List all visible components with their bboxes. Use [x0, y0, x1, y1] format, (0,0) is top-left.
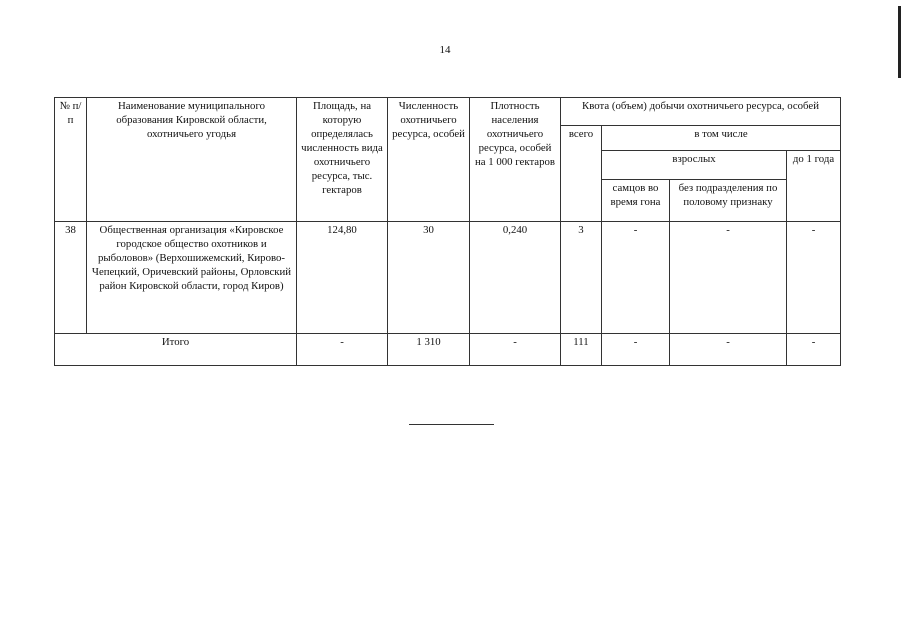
scan-edge-line: [898, 6, 901, 78]
header-quota: Квота (объем) добычи охотничьего ресурса, особей: [561, 98, 841, 126]
header-adults: взрослых: [602, 151, 787, 180]
header-males-rut: самцов во время гона: [602, 180, 670, 222]
totals-label: Итого: [55, 334, 297, 366]
totals-row: [55, 334, 841, 366]
totals-density: -: [470, 334, 561, 366]
header-count: Численность охотничьего ресурса, особей: [388, 98, 470, 222]
totals-area: -: [297, 334, 388, 366]
header-name: Наименование муниципального образования Кировской области, охотничьего угодья: [87, 98, 297, 222]
totals-under-one: -: [787, 334, 841, 366]
page-number: 14: [439, 44, 451, 56]
totals-males-rut: -: [602, 334, 670, 366]
quota-table: [54, 97, 841, 366]
header-including: в том числе: [602, 126, 841, 151]
header-total: всего: [561, 126, 602, 222]
header-area: Площадь, на которую определялась численность вида охотничьего ресурса, тыс. гектаров: [297, 98, 388, 222]
cell-total: 3: [561, 222, 602, 334]
cell-num: 38: [55, 222, 87, 334]
cell-count: 30: [388, 222, 470, 334]
header-num: № п/п: [55, 98, 87, 222]
totals-no-sex-split: -: [670, 334, 787, 366]
cell-name: Общественная организация «Кировское городское общество охотников и рыболовов» (Верхошижемский, Кирово-Чепецкий, Оричевский районы, Орловский район Кировской области, город Киров): [87, 222, 297, 334]
cell-area: 124,80: [297, 222, 388, 334]
header-density: Плотность населения охотничьего ресурса, особей на 1 000 гектаров: [470, 98, 561, 222]
header-under-one: до 1 года: [787, 151, 841, 222]
totals-total: 111: [561, 334, 602, 366]
cell-males-rut: -: [602, 222, 670, 334]
cell-density: 0,240: [470, 222, 561, 334]
totals-count: 1 310: [388, 334, 470, 366]
header-row-1: [55, 98, 841, 126]
cell-under-one: -: [787, 222, 841, 334]
end-separator-line: [409, 424, 494, 425]
table-row: [55, 222, 841, 334]
header-no-sex-split: без подразделения по половому признаку: [670, 180, 787, 222]
cell-no-sex-split: -: [670, 222, 787, 334]
